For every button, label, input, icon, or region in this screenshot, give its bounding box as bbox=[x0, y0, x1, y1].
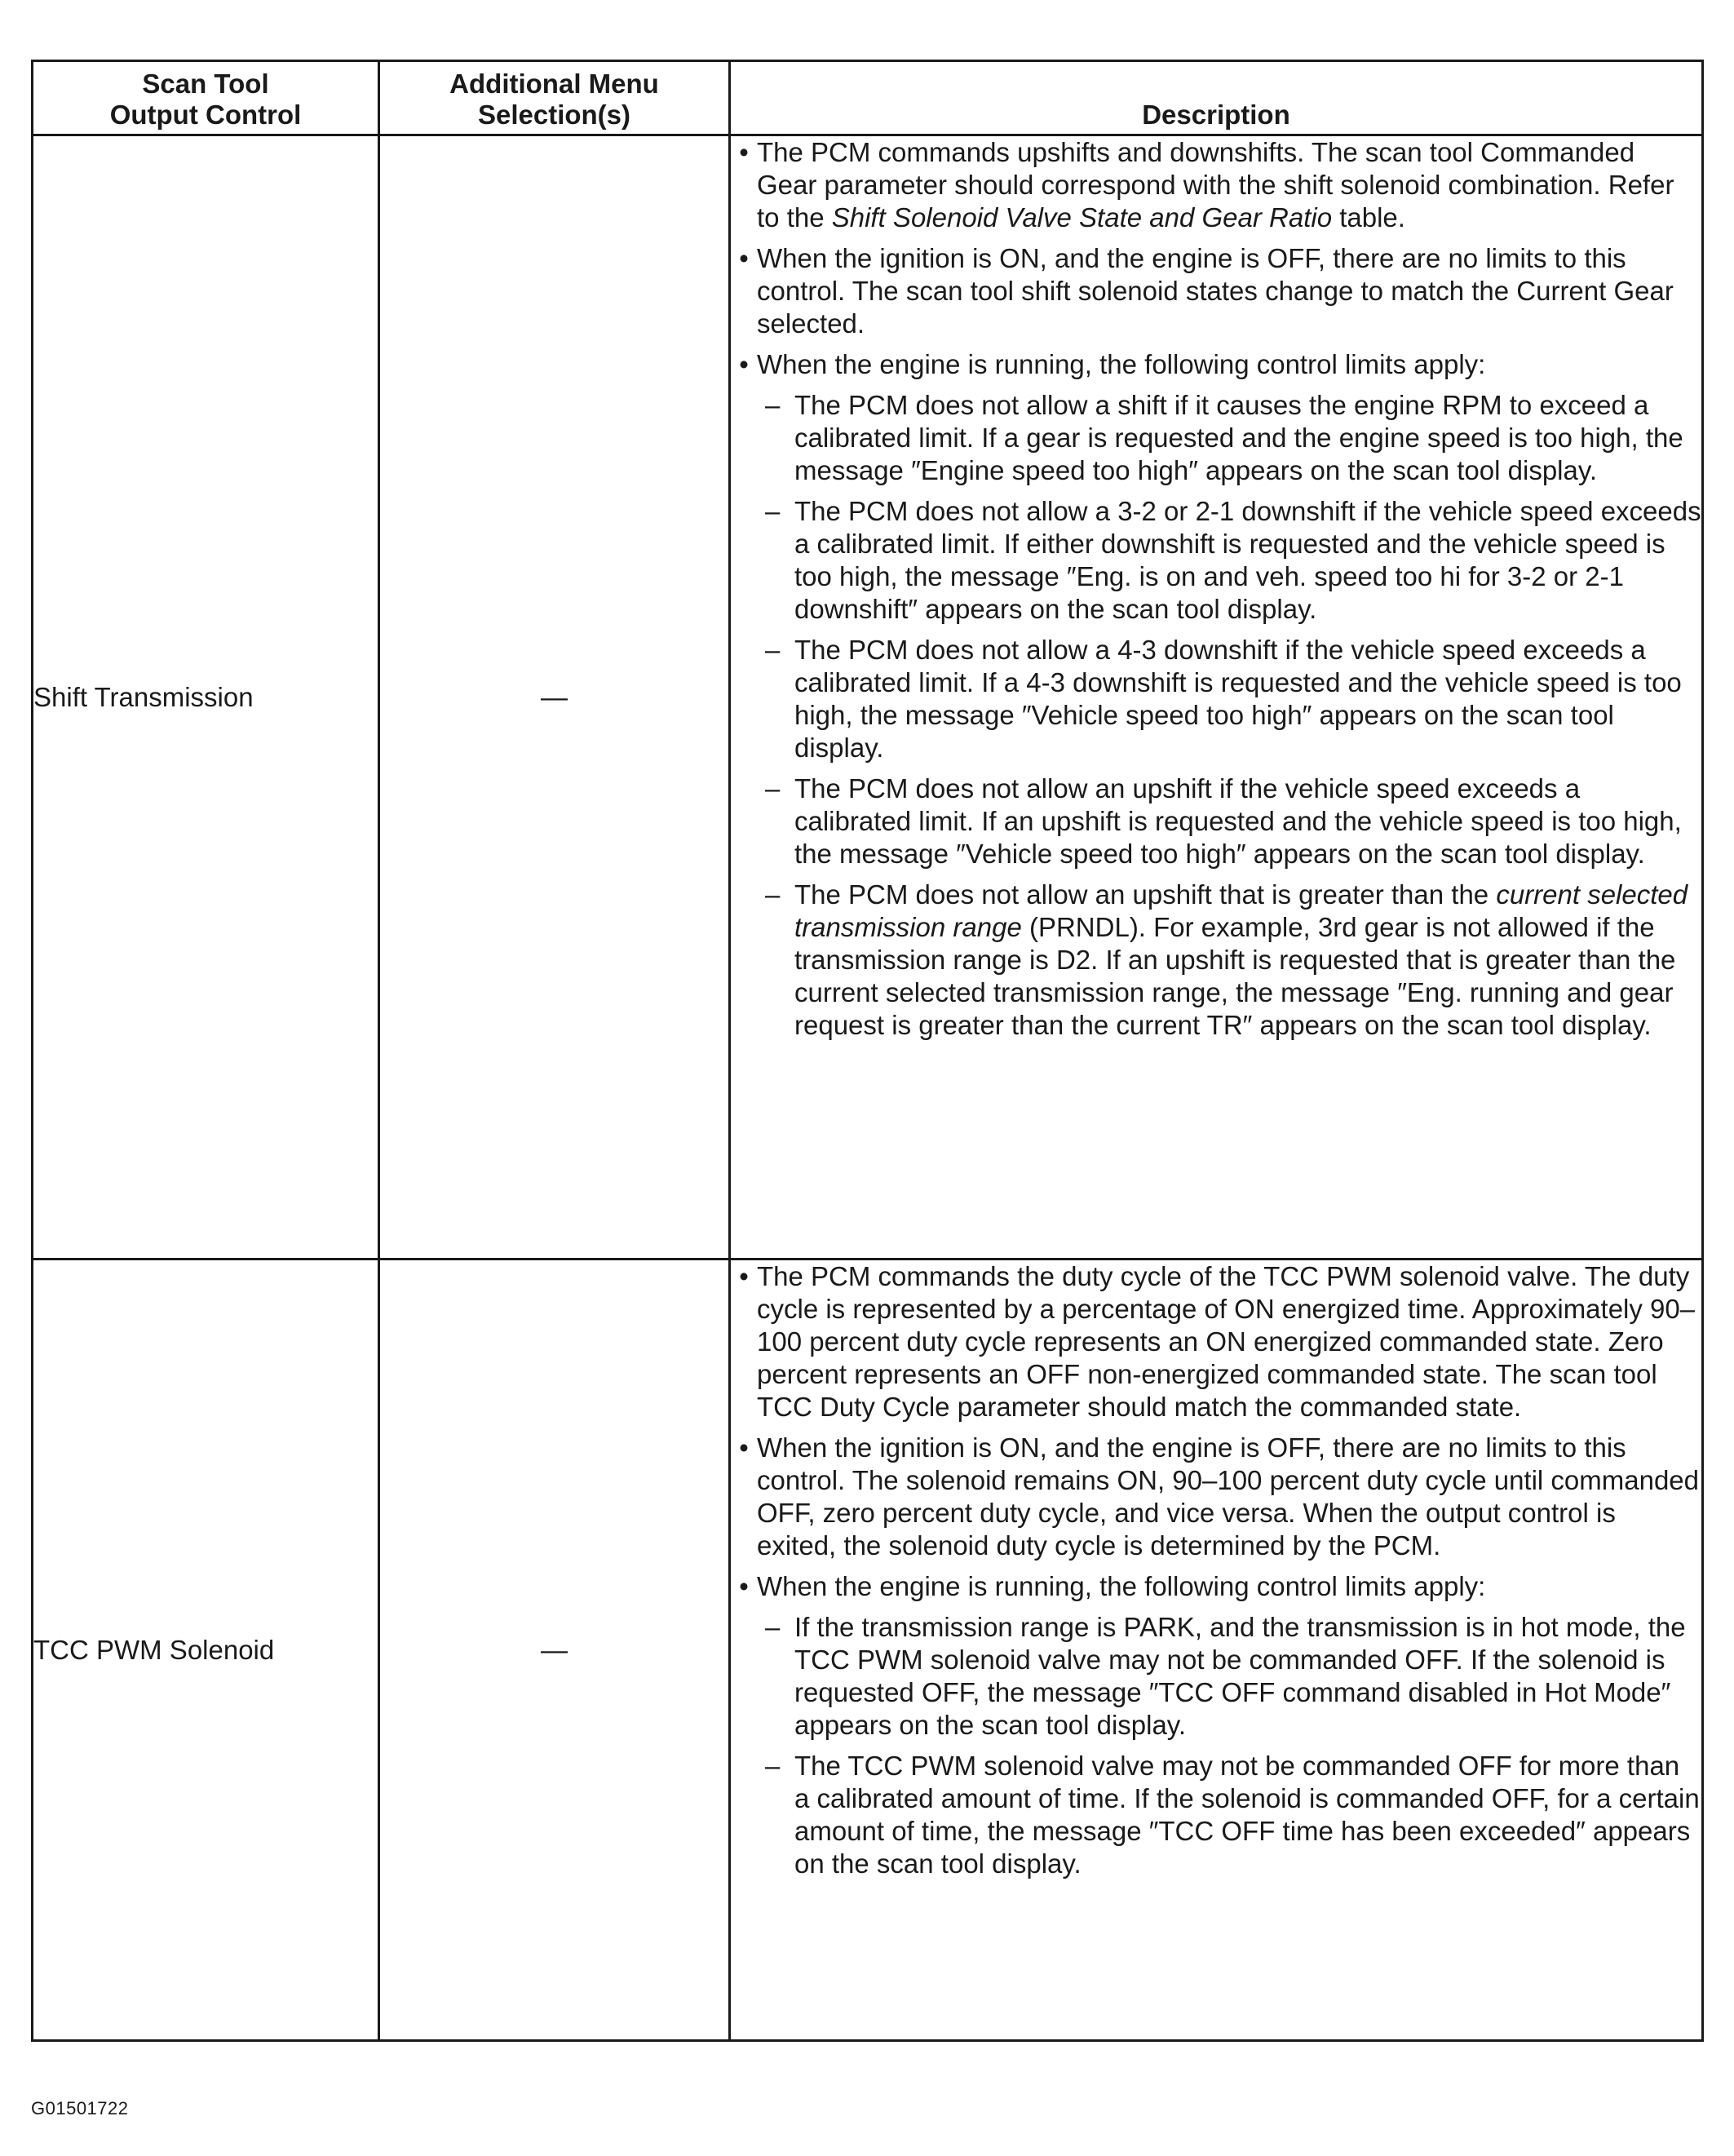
sub-item-text: The PCM does not allow a 3-2 or 2-1 downshift if the vehicle speed exceeds a calibrated limit. If either downshift is requested and the vehicle speed is too high, the message ″Eng. is on and veh. speed too hi for 3-2 or 2-1 downshift″ appears on the scan tool display. bbox=[794, 496, 1701, 624]
dash-mark: – bbox=[765, 496, 781, 526]
bullet-text: When the engine is running, the following control limits apply: bbox=[757, 1571, 1486, 1601]
dash-mark: – bbox=[765, 390, 781, 420]
sub-item-text: The TCC PWM solenoid valve may not be commanded OFF for more than a calibrated amount of time. If the solenoid is commanded OFF, for a certain amount of time, the message ″TCC OFF time has been exceeded″ appears on the scan tool display. bbox=[794, 1751, 1700, 1879]
header-col2-line1: Additional Menu bbox=[449, 69, 659, 99]
dash-mark: – bbox=[765, 635, 781, 665]
cell-description-shift-transmission bbox=[730, 135, 1703, 1260]
cell-menu-tcc-pwm-solenoid: — bbox=[379, 1260, 730, 2041]
figure-id: G01501722 bbox=[31, 2098, 129, 2118]
list-item bbox=[731, 136, 1701, 234]
cell-control-shift-transmission: Shift Transmission bbox=[33, 135, 379, 1260]
table-row-shift-transmission bbox=[33, 135, 1703, 1260]
bullet-text: table. bbox=[1332, 202, 1405, 232]
sub-item-text: The PCM does not allow an upshift that is greater than the bbox=[794, 879, 1497, 910]
dash-mark: – bbox=[765, 1751, 781, 1781]
list-item bbox=[731, 1570, 1701, 1603]
sub-item-text: The PCM does not allow a 4-3 downshift if the vehicle speed exceeds a calibrated limit. If a 4-3 downshift is requested and the vehicle speed is too high, the message ″Vehicle speed too high″ appears on the scan tool display. bbox=[794, 635, 1682, 763]
header-scan-tool-output-control bbox=[33, 61, 379, 135]
list-item bbox=[731, 242, 1701, 340]
sub-list-item bbox=[765, 1750, 1701, 1880]
sub-list-item bbox=[765, 1611, 1701, 1742]
sub-list-item bbox=[765, 495, 1701, 626]
bullet-mark: • bbox=[739, 1432, 749, 1463]
sub-list-item bbox=[765, 879, 1701, 1042]
list-item bbox=[731, 1432, 1701, 1562]
bullet-mark: • bbox=[739, 1261, 749, 1291]
sub-list-item bbox=[765, 773, 1701, 870]
sub-list-item bbox=[765, 634, 1701, 764]
bullet-text: The PCM commands upshifts and downshifts. The scan tool Commanded Gear parameter should correspond with the shift solenoid combination. Refer to the bbox=[757, 137, 1674, 232]
bullet-text: When the ignition is ON, and the engine is OFF, there are no limits to this control. The solenoid remains ON, 90–100 percent duty cycle until commanded OFF, zero percent duty cycle, and vice versa. When the output control is exited, the solenoid duty cycle is determined by the PCM. bbox=[757, 1432, 1700, 1561]
header-col1-line1: Scan Tool bbox=[142, 69, 269, 99]
header-description bbox=[730, 61, 1703, 135]
dash-mark: – bbox=[765, 773, 781, 804]
bullet-text: When the ignition is ON, and the engine is OFF, there are no limits to this control. The scan tool shift solenoid states change to match the Current Gear selected. bbox=[757, 243, 1674, 339]
table-header-row bbox=[33, 61, 1703, 135]
sub-item-text: If the transmission range is PARK, and the transmission is in hot mode, the TCC PWM solenoid valve may not be commanded OFF. If the solenoid is requested OFF, the message ″TCC OFF command disabled in Hot Mode″ appears on the scan tool display. bbox=[794, 1612, 1686, 1740]
dash-mark: – bbox=[765, 1612, 781, 1642]
sub-item-text: The PCM does not allow a shift if it causes the engine RPM to exceed a calibrated limit. If a gear is requested and the engine speed is too high, the message ″Engine speed too high″ appears on the scan tool display. bbox=[794, 390, 1683, 485]
header-col1-line2: Output Control bbox=[109, 100, 302, 130]
bullet-text: When the engine is running, the following control limits apply: bbox=[757, 349, 1486, 379]
list-item bbox=[731, 1260, 1701, 1423]
header-col3: Description bbox=[1142, 100, 1290, 130]
cell-control-tcc-pwm-solenoid: TCC PWM Solenoid bbox=[33, 1260, 379, 2041]
list-item bbox=[731, 348, 1701, 381]
cell-menu-shift-transmission: — bbox=[379, 135, 730, 1260]
bullet-mark: • bbox=[739, 1571, 749, 1601]
sub-item-text-italic: current selected transmission range bbox=[794, 879, 1688, 942]
bullet-mark: • bbox=[739, 137, 749, 167]
bullet-mark: • bbox=[739, 243, 749, 273]
dash-mark: – bbox=[765, 879, 781, 910]
sub-item-text: The PCM does not allow an upshift if the vehicle speed exceeds a calibrated limit. If an upshift is requested and the vehicle speed is too high, the message ″Vehicle speed too high″ appears on the scan tool display. bbox=[794, 773, 1682, 869]
bullet-text: The PCM commands the duty cycle of the TCC PWM solenoid valve. The duty cycle is represented by a percentage of ON energized time. Approximately 90–100 percent duty cycle represents an ON energized commanded state. Zero percent represents an OFF non-energized commanded state. The scan tool TCC Duty Cycle parameter should match the commanded state. bbox=[757, 1261, 1696, 1422]
header-col2-line2: Selection(s) bbox=[477, 100, 631, 130]
sub-item-text: (PRNDL). For example, 3rd gear is not allowed if the transmission range is D2. If an upshift is requested that is greater than the current selected transmission range, the message ″Eng. running and gear request is greater than the current TR″ appears on the scan tool display. bbox=[794, 912, 1676, 1040]
bullet-text-italic: Shift Solenoid Valve State and Gear Ratio bbox=[831, 202, 1333, 232]
bullet-mark: • bbox=[739, 349, 749, 379]
output-control-table bbox=[31, 60, 1704, 2042]
sub-list-item bbox=[765, 389, 1701, 487]
table-row-tcc-pwm-solenoid bbox=[33, 1260, 1703, 2041]
cell-description-tcc-pwm-solenoid bbox=[730, 1260, 1703, 2041]
header-additional-menu-selections bbox=[379, 61, 730, 135]
